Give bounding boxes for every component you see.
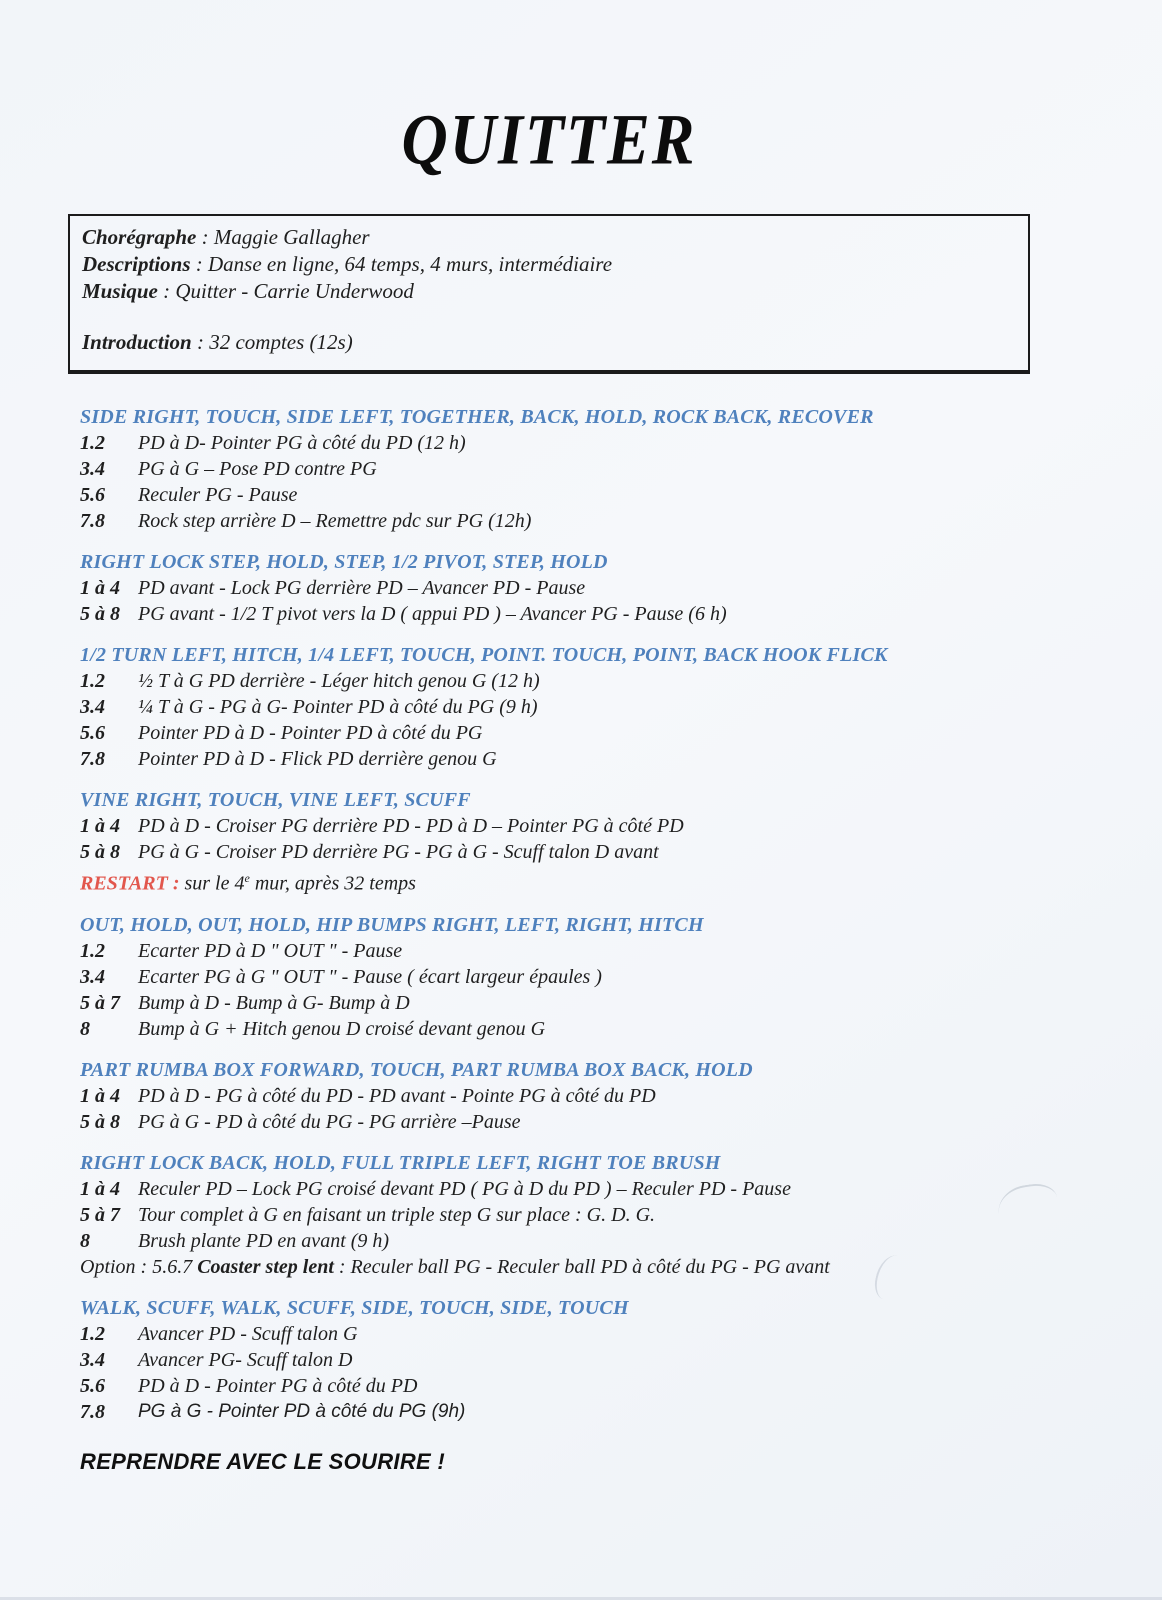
step-row [80, 938, 1020, 964]
step-text: PG à G – Pose PD contre PG [138, 458, 377, 480]
step-text: Brush plante PD en avant (9 h) [138, 1229, 390, 1252]
info-separator: : [190, 252, 209, 276]
info-row [82, 251, 1014, 278]
info-label: Descriptions [82, 252, 191, 276]
restart-label: RESTART [80, 872, 168, 895]
info-label: Introduction [82, 330, 192, 354]
dance-section [80, 1057, 1020, 1135]
step-text: PG à G - PD à côté du PG - PG arrière –Pause [138, 1110, 521, 1133]
option-prefix: Option : 5.6.7 [80, 1255, 198, 1278]
step-count: 7.8 [80, 1400, 105, 1423]
step-count: 5.6 [80, 1374, 105, 1397]
section-heading: RIGHT LOCK BACK, HOLD, FULL TRIPLE LEFT, RIGHT TOE BRUSH [80, 1151, 721, 1174]
info-gap [82, 305, 1014, 329]
section-heading: 1/2 TURN LEFT, HITCH, 1/4 LEFT, TOUCH, POINT. TOUCH, POINT, BACK HOOK FLICK [80, 644, 888, 666]
step-count: 7.8 [80, 510, 105, 532]
restart-text: mur, après 32 temps [249, 872, 416, 895]
restart-line [80, 865, 1020, 897]
step-row [80, 601, 1020, 627]
step-count: 8 [80, 1017, 90, 1040]
step-count: 5.6 [80, 722, 105, 744]
step-text: Pointer PD à D - Flick PD derrière genou G [138, 748, 497, 770]
step-row [80, 456, 1020, 482]
dance-section [80, 787, 1020, 897]
section-heading: SIDE RIGHT, TOUCH, SIDE LEFT, TOGETHER, BACK, HOLD, ROCK BACK, RECOVER [80, 406, 874, 428]
step-row [80, 720, 1020, 746]
step-row [80, 1228, 1020, 1254]
step-text: PD à D - Croiser PG derrière PD - PD à D – Pointer PG à côté PD [138, 815, 684, 837]
step-row [80, 813, 1020, 839]
step-text: Bump à G + Hitch genou D croisé devant genou G [138, 1017, 546, 1040]
info-row [82, 329, 1014, 356]
step-text: Pointer PD à D - Pointer PD à côté du PG [138, 722, 483, 744]
step-count: 1 à 4 [80, 815, 120, 837]
step-row [80, 1202, 1020, 1228]
footer-note: REPRENDRE AVEC LE SOURIRE ! [80, 1448, 446, 1474]
step-text: Avancer PG- Scuff talon D [138, 1348, 353, 1371]
step-text: Ecarter PG à G " OUT " - Pause ( écart largeur épaules ) [138, 965, 602, 988]
info-label: Musique [82, 279, 158, 303]
info-value: 32 comptes (12s) [209, 330, 353, 354]
step-row [80, 482, 1020, 508]
step-row [80, 964, 1020, 990]
dance-section [80, 1150, 1020, 1280]
dance-section [80, 912, 1020, 1042]
restart-separator: : [167, 872, 185, 895]
info-value: Quitter - Carrie Underwood [175, 279, 414, 303]
info-row [82, 278, 1014, 305]
info-separator: : [157, 279, 176, 303]
step-count: 5 à 8 [80, 841, 120, 863]
info-separator: : [196, 225, 214, 249]
step-text: Reculer PD – Lock PG croisé devant PD ( PG à D du PD ) – Reculer PD - Pause [138, 1177, 791, 1200]
step-count: 3.4 [80, 458, 105, 480]
step-count: 7.8 [80, 748, 105, 770]
step-text: Bump à D - Bump à G- Bump à D [138, 991, 410, 1014]
step-text: Ecarter PD à D " OUT " - Pause [138, 939, 403, 962]
step-text: Reculer PG - Pause [138, 484, 298, 506]
step-row [80, 575, 1020, 601]
option-bold-text: Coaster step lent [197, 1255, 334, 1278]
step-count: 3.4 [80, 965, 105, 988]
step-count: 1.2 [80, 432, 105, 454]
section-heading: PART RUMBA BOX FORWARD, TOUCH, PART RUMBA BOX BACK, HOLD [80, 1058, 753, 1081]
step-count: 1.2 [80, 1322, 105, 1345]
step-count: 5 à 7 [80, 1203, 120, 1226]
step-text: PG avant - 1/2 T pivot vers la D ( appui PD ) – Avancer PG - Pause (6 h) [138, 603, 727, 625]
step-row [80, 1109, 1020, 1135]
step-text: Avancer PD - Scuff talon G [138, 1322, 358, 1345]
step-row [80, 668, 1020, 694]
step-row [80, 1399, 1020, 1425]
step-text: Rock step arrière D – Remettre pdc sur PG (12h) [138, 510, 532, 532]
info-separator: : [191, 330, 210, 354]
step-row [80, 1176, 1020, 1202]
info-label: Chorégraphe [82, 225, 197, 249]
step-row [80, 1083, 1020, 1109]
step-text: PG à G - Pointer PD à côté du PG (9h) [138, 1400, 466, 1422]
step-count: 5 à 8 [80, 603, 120, 625]
step-count: 3.4 [80, 1348, 105, 1371]
step-row [80, 1347, 1020, 1373]
step-text: ½ T à G PD derrière - Léger hitch genou G (12 h) [138, 670, 540, 692]
step-text: PD à D - Pointer PG à côté du PD [138, 1374, 418, 1397]
step-row [80, 1373, 1020, 1399]
section-heading: WALK, SCUFF, WALK, SCUFF, SIDE, TOUCH, SIDE, TOUCH [80, 1296, 629, 1319]
step-count: 5 à 7 [80, 991, 120, 1014]
info-rows [82, 224, 1014, 356]
info-box [68, 214, 1030, 374]
dance-section [80, 549, 1020, 627]
step-row [80, 508, 1020, 534]
step-count: 5.6 [80, 484, 105, 506]
section-heading: VINE RIGHT, TOUCH, VINE LEFT, SCUFF [80, 789, 471, 811]
step-count: 8 [80, 1229, 90, 1252]
step-text: PD avant - Lock PG derrière PD – Avancer PD - Pause [138, 577, 586, 599]
option-suffix: : Reculer ball PG - Reculer ball PD à côté du PG - PG avant [333, 1255, 830, 1278]
step-text: PD à D - PG à côté du PD - PD avant - Pointe PG à côté du PD [138, 1084, 656, 1107]
step-row [80, 746, 1020, 772]
page-title: QUITTER [401, 99, 697, 180]
step-count: 3.4 [80, 696, 105, 718]
step-count: 1 à 4 [80, 1084, 120, 1107]
dance-section [80, 1295, 1020, 1425]
step-text: Tour complet à G en faisant un triple step G sur place : G. D. G. [138, 1203, 656, 1226]
dance-section [80, 404, 1020, 534]
step-count: 5 à 8 [80, 1110, 120, 1133]
dance-section [80, 642, 1020, 772]
step-count: 1 à 4 [80, 1177, 120, 1200]
step-row [80, 430, 1020, 456]
section-heading: OUT, HOLD, OUT, HOLD, HIP BUMPS RIGHT, LEFT, RIGHT, HITCH [80, 913, 704, 936]
step-text: ¼ T à G - PG à G- Pointer PD à côté du PG (9 h) [138, 696, 538, 718]
step-text: PG à G - Croiser PD derrière PG - PG à G - Scuff talon D avant [138, 841, 659, 863]
step-count: 1.2 [80, 939, 105, 962]
step-text: PD à D- Pointer PG à côté du PD (12 h) [138, 432, 466, 454]
step-row [80, 1016, 1020, 1042]
step-row [80, 694, 1020, 720]
step-count: 1 à 4 [80, 577, 120, 599]
step-row [80, 990, 1020, 1016]
section-heading: RIGHT LOCK STEP, HOLD, STEP, 1/2 PIVOT, STEP, HOLD [80, 551, 608, 573]
step-count: 1.2 [80, 670, 105, 692]
step-row [80, 1321, 1020, 1347]
restart-text: sur le 4 [184, 872, 245, 895]
restart-superscript: e [244, 871, 250, 885]
info-row [82, 224, 1014, 251]
info-value: Danse en ligne, 64 temps, 4 murs, intermédiaire [208, 252, 613, 276]
info-value: Maggie Gallagher [213, 225, 370, 249]
step-row [80, 839, 1020, 865]
